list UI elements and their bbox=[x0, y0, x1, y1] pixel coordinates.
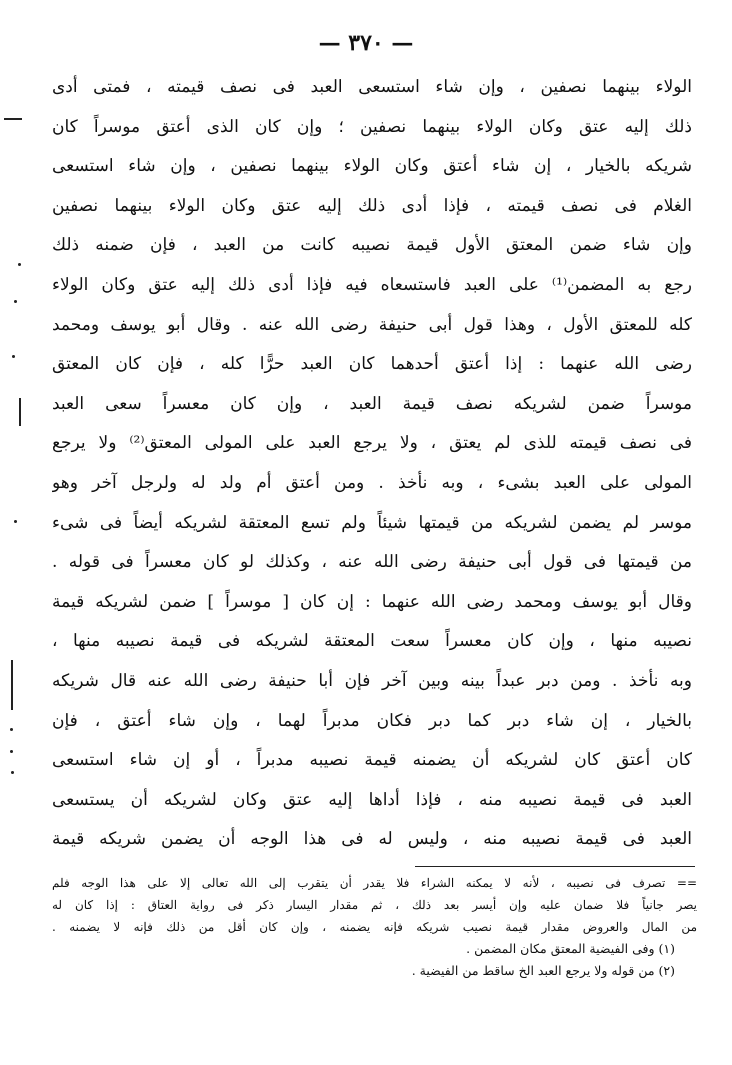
footnote-line: يصر جانياً فلا ضمان عليه وإن أيسر بعد ذلك ، ثم مقدار اليسار ذكر فى رواية العتاق : إذا كان له bbox=[52, 898, 697, 912]
footnote-1: (١) وفى الفيضية المعتق مكان المضمن . bbox=[466, 941, 675, 956]
margin-dot-mark bbox=[10, 750, 13, 753]
text-line: من قيمتها فى قول أبى حنيفة رضى الله عنه ، وكذلك لو كان معسراً فى قوله . bbox=[52, 552, 692, 573]
margin-dash-mark bbox=[4, 118, 22, 120]
footnote-divider bbox=[415, 866, 695, 867]
text-line: رجع به المضمن⁽¹⁾ على العبد فاستسعاه فيه فإذا أدى ذلك إليه عتق وكان الولاء bbox=[52, 274, 692, 295]
margin-dot-mark bbox=[14, 300, 17, 303]
text-line: كان أعتق كان لشريكه أن يضمنه قيمة نصيبه مدبراً ، أو إن شاء استسعى bbox=[52, 750, 692, 771]
main-text bbox=[52, 68, 692, 860]
page-number: — ٣٧٠ — bbox=[318, 30, 414, 56]
text-line: بالخيار ، إن شاء دبر كما دبر فكان مدبراً لهما ، وإن شاء أعتق ، فإن bbox=[52, 710, 692, 731]
text-line: وبه نأخذ . ومن دبر عبداً بينه وبين آخر فإن أبا حنيفة رضى الله عنه قال شريكه bbox=[52, 670, 692, 691]
text-line: موسر لم يضمن لشريكه من قيمتها شيئاً ولم تسع المعتقة لشريكه أيضاً فى شىء bbox=[52, 512, 692, 533]
margin-bar-mark bbox=[19, 398, 21, 426]
text-line: المولى على العبد بشىء ، وبه نأخذ . ومن أعتق أم ولد له ولرجل آخر وهو bbox=[52, 472, 692, 493]
text-line: وإن شاء ضمن المعتق الأول قيمة نصيبه كانت من العبد ، فإن ضمنه ذلك bbox=[52, 235, 692, 256]
margin-dot-mark bbox=[11, 771, 14, 774]
footnotes bbox=[52, 872, 697, 982]
text-line: وقال أبو يوسف ومحمد رضى الله عنهما : إن كان [ موسراً ] ضمن لشريكه قيمة bbox=[52, 591, 692, 612]
text-line: العبد فى قيمة نصيبه منه ، وليس له فى هذا الوجه أن يضمن شريكه قيمة bbox=[52, 829, 692, 850]
text-line: الولاء بينهما نصفين ، وإن شاء استسعى العبد فى نصف قيمته ، فمتى أدى bbox=[52, 77, 692, 97]
footnote-line: من المال والعروض مقدار قيمة نصيب شريكه فإنه يضمنه ، وإن كان أقل من ذلك فإنه لا يضمنه . bbox=[52, 920, 697, 934]
footnote-2: (٢) من قوله ولا يرجع العبد الخ ساقط من الفيضية . bbox=[411, 963, 675, 978]
text-line: موسراً ضمن لشريكه نصف قيمة العبد ، وإن كان معسراً سعى العبد bbox=[52, 393, 692, 414]
text-line: نصيبه منها ، وإن كان معسراً سعت المعتقة لشريكه فى قيمة نصيبه منها ، bbox=[52, 631, 692, 652]
text-line: شريكه بالخيار ، إن شاء أعتق وكان الولاء بينهما نصفين ، وإن شاء استسعى bbox=[52, 156, 692, 177]
text-line: فى نصف قيمته للذى لم يعتق ، ولا يرجع العبد على المولى المعتق⁽²⁾ ولا يرجع bbox=[52, 433, 692, 454]
margin-dot-mark bbox=[12, 355, 15, 358]
margin-dot-mark bbox=[18, 263, 21, 266]
text-line: ذلك إليه عتق وكان الولاء بينهما نصفين ؛ وإن كان الذى أعتق موسراً كان bbox=[52, 116, 692, 137]
text-line: رضى الله عنهما : إذا أعتق أحدهما كان العبد حرًّا كله ، فإن كان المعتق bbox=[52, 354, 692, 375]
margin-dot-mark bbox=[10, 728, 13, 731]
text-line: العبد فى قيمة نصيبه منه ، فإذا أداها إليه عتق وكان لشريكه أن يستسعى bbox=[52, 789, 692, 810]
margin-bar-mark bbox=[11, 660, 13, 710]
text-line: كله للمعتق الأول ، وهذا قول أبى حنيفة رضى الله عنه . وقال أبو يوسف ومحمد bbox=[52, 314, 692, 335]
text-line: الغلام فى نصف قيمته ، فإذا أدى ذلك إليه عتق وكان الولاء بينهما نصفين bbox=[52, 195, 692, 216]
footnote-line: == تصرف فى نصيبه ، لأنه لا يمكنه الشراء فلا يقدر أن يتقرب إلى الله تعالى إلا على هذا الوجه فلم bbox=[52, 876, 697, 890]
margin-dot-mark bbox=[14, 520, 17, 523]
